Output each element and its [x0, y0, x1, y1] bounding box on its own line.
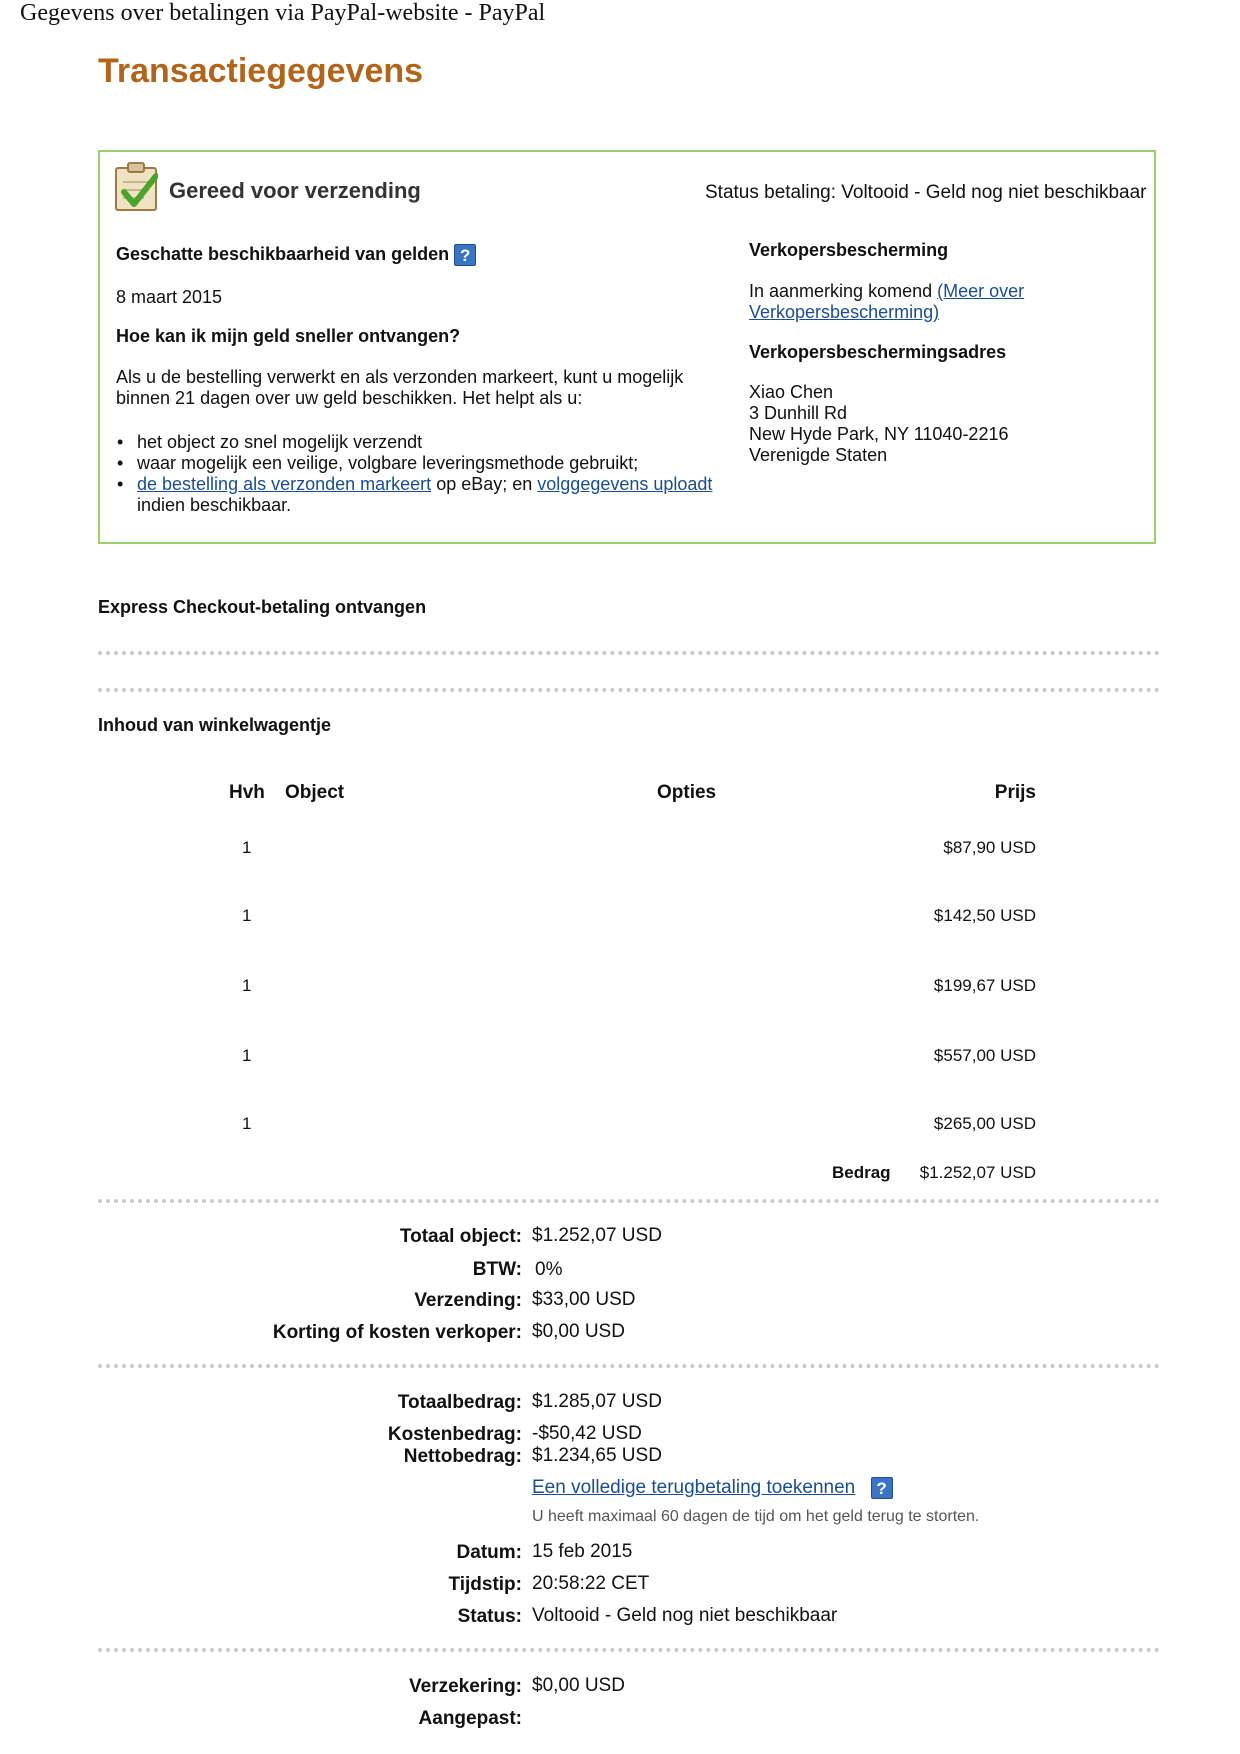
seller-protection-link[interactable]: (Meer over Verkopersbescherming): [749, 281, 1025, 322]
upload-tracking-link[interactable]: volggegevens uploadt: [537, 474, 713, 494]
vat-value: 0%: [535, 1259, 563, 1280]
list-item: • waar mogelijk een veilige, volgbare leveringsmethode gebruikt;: [117, 453, 639, 473]
column-header-price: Prijs: [994, 782, 1036, 803]
divider: [98, 1199, 1160, 1203]
date-value: 15 feb 2015: [532, 1541, 633, 1562]
column-header-object: Object: [285, 782, 345, 803]
status-value: Voltooid - Geld nog niet beschikbaar: [532, 1605, 838, 1626]
insurance-label: Verzekering:: [409, 1676, 522, 1697]
availability-date: 8 maart 2015: [116, 287, 223, 307]
discount-label: Korting of kosten verkoper:: [272, 1322, 522, 1343]
vat-label: BTW:: [472, 1259, 522, 1280]
fee-label: Kostenbedrag:: [387, 1424, 522, 1445]
total-amount-label: Totaalbedrag:: [397, 1392, 522, 1413]
availability-heading: [116, 244, 476, 266]
date-label: Datum:: [456, 1542, 522, 1563]
help-icon[interactable]: ?: [871, 1477, 893, 1499]
net-value: $1.234,65 USD: [532, 1445, 662, 1466]
row-qty: 1: [242, 838, 252, 857]
divider: [98, 1648, 1160, 1652]
address-line1: 3 Dunhill Rd: [749, 403, 848, 423]
row-price: $142,50 USD: [933, 906, 1036, 925]
divider: [98, 651, 1160, 655]
row-price: $199,67 USD: [933, 976, 1036, 995]
row-qty: 1: [242, 1046, 252, 1065]
window-title: Gegevens over betalingen via PayPal-website - PayPal: [20, 0, 546, 26]
column-header-options: Opties: [657, 782, 717, 803]
fee-value: -$50,42 USD: [532, 1423, 642, 1444]
row-qty: 1: [242, 1114, 252, 1133]
cart-title: Inhoud van winkelwagentje: [98, 715, 332, 735]
shipping-value: $33,00 USD: [532, 1289, 636, 1310]
refund-row: [532, 1477, 893, 1499]
adjusted-label: Aangepast:: [418, 1708, 522, 1729]
row-qty: 1: [242, 976, 252, 995]
ready-to-ship-label: Gereed voor verzending: [169, 178, 421, 203]
payment-status: Status betaling: Voltooid - Geld nog niet beschikbaar: [705, 182, 1147, 203]
seller-protection-status: [749, 281, 1049, 323]
page-title: Transactiegegevens: [98, 52, 424, 90]
mark-shipped-link[interactable]: de bestelling als verzonden markeert: [137, 474, 432, 494]
list-item-text: indien beschikbaar.: [137, 495, 292, 515]
seller-protection-heading: Verkopersbescherming: [749, 240, 949, 260]
discount-value: $0,00 USD: [532, 1321, 625, 1342]
column-header-qty: Hvh: [229, 782, 265, 803]
faster-heading: Hoe kan ik mijn geld sneller ontvangen?: [116, 326, 461, 346]
net-label: Nettobedrag:: [403, 1446, 522, 1467]
amount-value: $1.252,07 USD: [919, 1163, 1036, 1182]
express-checkout-title: Express Checkout-betaling ontvangen: [98, 597, 427, 617]
total-amount-value: $1.285,07 USD: [532, 1391, 662, 1412]
tips-list: [117, 432, 717, 516]
time-label: Tijdstip:: [448, 1574, 522, 1595]
total-object-value: $1.252,07 USD: [532, 1225, 662, 1246]
refund-link[interactable]: Een volledige terugbetaling toekennen: [532, 1477, 856, 1499]
divider: [98, 688, 1160, 692]
total-object-label: Totaal object:: [399, 1226, 522, 1247]
divider: [98, 1364, 1160, 1368]
list-item: • het object zo snel mogelijk verzendt: [117, 432, 423, 452]
list-item-text: waar mogelijk een veilige, volgbare leveringsmethode gebruikt;: [137, 453, 639, 473]
list-item: • de bestelling als verzonden markeert op eBay; en volggegevens uploadt indien beschikbaar.: [117, 474, 713, 515]
insurance-value: $0,00 USD: [532, 1675, 625, 1696]
row-price: $557,00 USD: [933, 1046, 1036, 1065]
address-name: Xiao Chen: [749, 382, 834, 402]
shipping-label: Verzending:: [414, 1290, 522, 1311]
protection-status-text: In aanmerking komend: [749, 281, 933, 301]
faster-text: Als u de bestelling verwerkt en als verzonden markeert, kunt u mogelijk binnen 21 dagen over uw geld beschikken. Het helpt als u:: [116, 367, 684, 408]
address-country: Verenigde Staten: [749, 445, 888, 465]
availability-heading-text: Geschatte beschikbaarheid van gelden: [116, 244, 450, 264]
row-qty: 1: [242, 906, 252, 925]
list-item-text: het object zo snel mogelijk verzendt: [137, 432, 423, 452]
time-value: 20:58:22 CET: [532, 1573, 650, 1594]
help-icon[interactable]: ?: [454, 244, 476, 266]
row-price: $265,00 USD: [933, 1114, 1036, 1133]
protection-address-heading: Verkopersbeschermingsadres: [749, 342, 1007, 362]
clipboard-check-icon: [114, 162, 158, 212]
refund-note: U heeft maximaal 60 dagen de tijd om het geld terug te storten.: [532, 1508, 980, 1525]
address-line2: New Hyde Park, NY 11040-2216: [749, 424, 1009, 444]
status-label: Status:: [457, 1606, 522, 1627]
row-price: $87,90 USD: [943, 838, 1036, 857]
list-item-text: op eBay; en: [436, 474, 533, 494]
amount-label: Bedrag: [832, 1163, 891, 1182]
